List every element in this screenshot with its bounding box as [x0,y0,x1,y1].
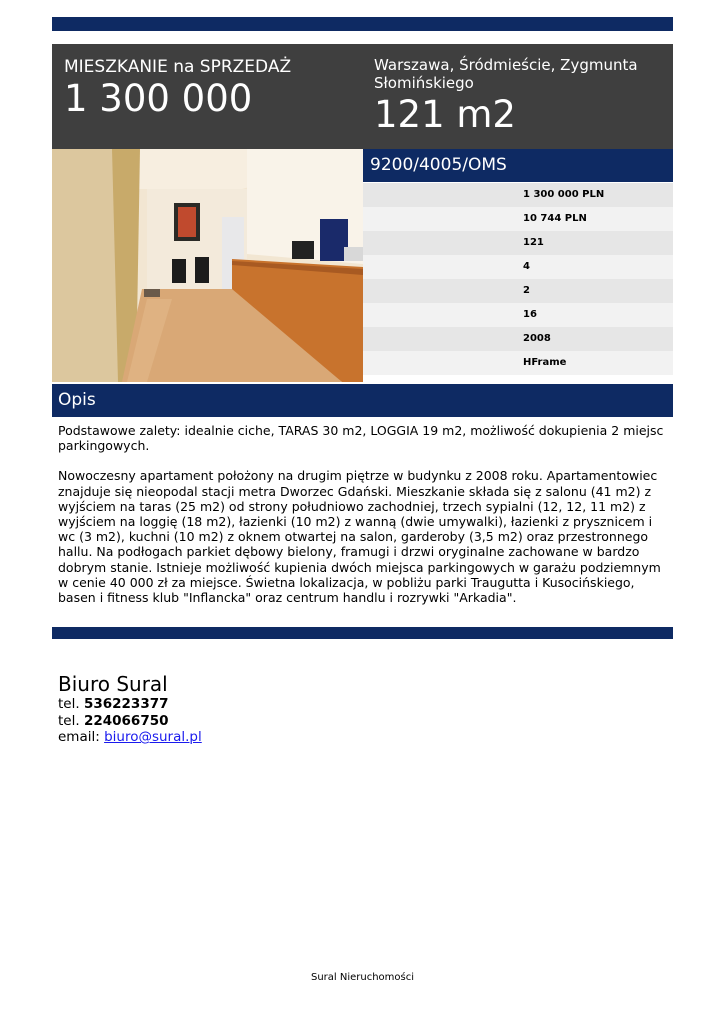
param-price-per-m2: 10 744 PLN [363,207,673,231]
tel-label: tel. [58,712,80,729]
description-paragraph-2: Nowoczesny apartament położony na drugim piętrze w budynku z 2008 roku. Apartamentowiec znajduje się nieopodal stacji metra Dworzec Gdański. Mieszkanie składa się z salonu (41 m2) z wyjściem na taras (25 m2) od strony południowo zachodniej, trzech sypialni (12, 12, 11 m2) z wyjściem na loggię (18 m2), łazienki (10 m2) z wanną (dwie umywalki), łazienki z prysznicem i wc (3 m2), kuchni (10 m2) z oknem otwartej na salon, garderoby (3,5 m2) oraz przestronnego hallu. Na podłogach parkiet dębowy bielony, framugi i drzwi oryginalne zachowane w bardzo dobrym stanie. Istnieje możliwość kupienia dwóch miejsca parkingowych w garażu podziemnym w cenie 40 000 zł za miejsce. Świetna lokalizacja, w pobliżu parki Traugutta i Kusocińskiego, basen i fitness klub "Inflancka" oraz centrum handlu i rozrywki "Arkadia". [58,468,661,606]
phone-2: 224066750 [83,712,169,729]
param-year-built: 2008 [363,327,673,351]
header-right [374,56,664,136]
phone-line-1 [58,696,202,713]
param-floor: 2 [363,279,673,303]
param-rooms: 4 [363,255,673,279]
param-price: 1 300 000 PLN [363,183,673,207]
contact-block [58,672,202,746]
top-decorative-bar [52,17,673,31]
phone-1: 536223377 [83,696,169,712]
address: Warszawa, Śródmieście, Zygmunta Słomińskiego [374,56,638,92]
phone-line-2 [58,713,202,730]
listing-header [52,44,673,149]
parameters-table [363,183,673,375]
price-headline: 1 300 000 [64,77,253,120]
bottom-decorative-bar [52,627,673,639]
description-paragraph-1: Podstawowe zalety: idealnie ciche, TARAS 30 m2, LOGGIA 19 m2, możliwość dokupienia 2 miejsc parkingowych. [58,423,664,454]
tel-label: tel. [58,696,80,712]
param-area: 121 [363,231,673,255]
email-label: email: [58,729,100,745]
email-line [58,729,202,746]
footer: Sural Nieruchomości [310,972,415,983]
agency-name: Biuro Sural [58,672,168,696]
description-heading: Opis [52,384,673,417]
header-left [64,56,291,120]
reference-number: 9200/4005/OMS [363,149,673,182]
property-photo-image [52,149,363,382]
param-floors-total: 16 [363,303,673,327]
param-building-type: HFrame [363,351,673,375]
area-headline: 121 m2 [374,93,516,136]
offer-type: MIESZKANIE na SPRZEDAŻ [64,57,292,77]
description [58,423,670,620]
email-link[interactable]: biuro@sural.pl [104,729,202,745]
property-photo [52,149,363,382]
